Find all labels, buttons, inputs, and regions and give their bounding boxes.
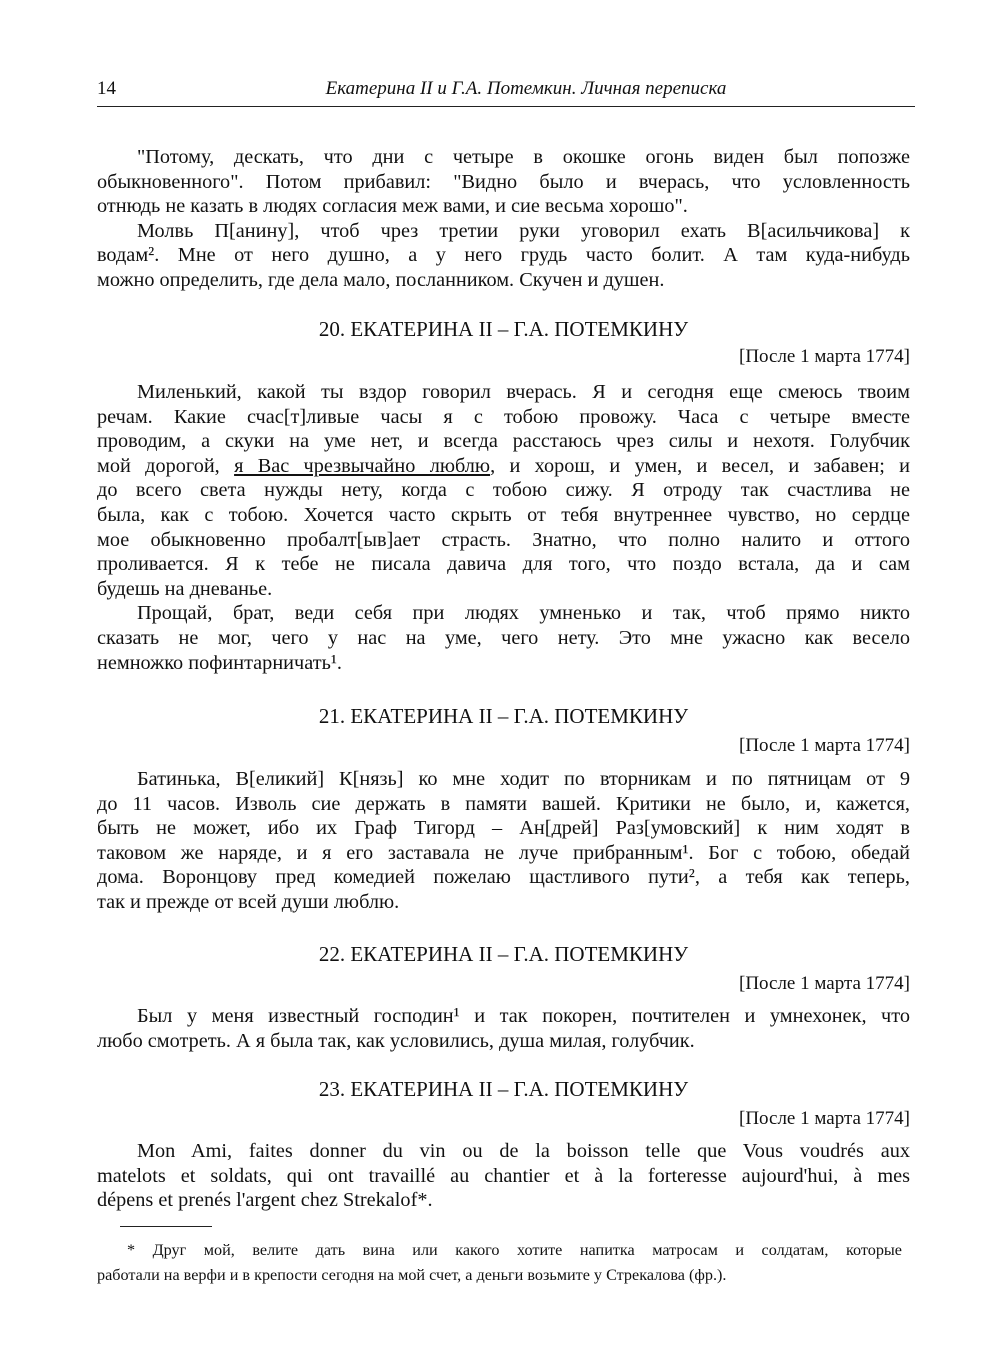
text-line: dépens et prenés l'argent chez Strekalof*. — [97, 1189, 433, 1212]
letter-body — [97, 1004, 910, 1053]
footnote-rule — [120, 1226, 212, 1227]
footnote-line: * Друг мой, велите дать вина или какого хотите напитка матросам и солдатам, которые — [127, 1241, 902, 1259]
letter-body — [97, 1139, 910, 1213]
text-line: "Потому, дескать, что дни с четыре в окошке огонь виден был попозже — [137, 146, 910, 168]
text-segment: , и хорош, и умен, и весел, и забавен; и — [490, 454, 910, 477]
text-line — [97, 454, 910, 479]
text-line: Mon Ami, faites donner du vin ou de la boisson telle que Vous voudrés aux — [137, 1140, 910, 1162]
text-line: мое обыкновенно пробалт[ыв]ает страсть. Знатно, что полно налито и оттого — [97, 528, 910, 551]
text-line: Прощай, брат, веди себя при людях умненько и так, чтоб прямо никто — [137, 602, 910, 625]
letter-date: [После 1 марта 1774] — [739, 1108, 910, 1129]
footnote — [97, 1239, 902, 1288]
text-line: речам. Какие счас[т]ливые часы я с тобою провожу. Часа с четыре вместе — [97, 405, 910, 428]
text-segment: мой дорогой, — [97, 454, 235, 477]
text-line: любо смотреть. А я была так, как условились, душа милая, голубчик. — [97, 1029, 695, 1052]
text-line: будешь на дневанье. — [97, 577, 273, 600]
letter-heading: 21. ЕКАТЕРИНА II – Г.А. ПОТЕМКИНУ — [318, 704, 689, 728]
text-line: таковом же наряде, и я его заставала не луче прибранным¹. Бог с тобою, обедай — [97, 841, 910, 864]
text-line: так и прежде от всей души люблю. — [97, 890, 400, 913]
letter-heading: 23. ЕКАТЕРИНА II – Г.А. ПОТЕМКИНУ — [318, 1077, 689, 1101]
text-line: сказать не мог, чего у нас на уме, чего нету. Это мне ужасно как весело — [97, 626, 910, 649]
header-rule — [97, 106, 915, 107]
letter-body — [97, 767, 910, 915]
text-line: проводим, а скуки на уме нет, и всегда расстаюсь чрез силы и нехотя. Голубчик — [97, 430, 910, 453]
intro-text — [97, 145, 910, 293]
underlined-text: я Вас чрезвычайно люблю — [234, 454, 491, 477]
footnote-line: работали на верфи и в крепости сегодня на мой счет, а деньги возьмите у Стрекалова (фр.). — [97, 1265, 727, 1284]
text-line: Миленький, какой ты вздор говорил вчерась. Я и сегодня еще смеюсь твоим — [137, 381, 910, 403]
letter-date: [После 1 марта 1774] — [739, 735, 910, 756]
text-line: проливается. Я к тебе не писала давича для того, что поздо встала, да и сам — [97, 553, 910, 576]
text-line: до 11 часов. Изволь сие держать в памяти вашей. Критики не было, и, кажется, — [97, 792, 910, 815]
text-line: водам². Мне от него душно, а у него грудь часто болит. А там куда-нибудь — [97, 244, 910, 267]
text-line: дома. Воронцову пред комедией пожелаю щастливого пути², а тебя как теперь, — [97, 866, 910, 889]
running-title: Екатерина II и Г.А. Потемкин. Личная переписка — [325, 78, 727, 99]
page-number: 14 — [97, 78, 116, 99]
text-line: была, как с тобою. Хочется часто скрыть от тебя внутреннее чувство, но сердце — [97, 503, 910, 526]
text-line: отнюдь не казать в людях согласия меж вами, и сие весьма хорошо". — [97, 195, 688, 218]
letter-heading: 22. ЕКАТЕРИНА II – Г.А. ПОТЕМКИНУ — [318, 942, 689, 966]
letter-heading: 20. ЕКАТЕРИНА II – Г.А. ПОТЕМКИНУ — [318, 317, 689, 341]
text-line: обыкновенного". Потом прибавил: "Видно было и вчерась, что условленность — [97, 170, 910, 193]
text-line: быть не может, ибо их Граф Тигорд – Ан[дрей] Раз[умовский] к ним ходят в — [97, 817, 910, 840]
letter-date: [После 1 марта 1774] — [739, 346, 910, 367]
text-line: Был у меня известный господин¹ и так покорен, почтителен и умнехонек, что — [137, 1005, 910, 1027]
letter-date: [После 1 марта 1774] — [739, 973, 910, 994]
text-line: до всего света нужды нету, когда с тобою сижу. Я отроду так счастлива не — [97, 479, 910, 502]
running-header — [97, 78, 915, 104]
text-line: Батинька, В[еликий] К[нязь] ко мне ходит по вторникам и по пятницам от 9 — [137, 768, 910, 790]
text-line: Молвь П[анину], чтоб чрез третии руки уговорил ехать В[асильчикова] к — [137, 219, 910, 242]
text-line: немножко пофинтарничать¹. — [97, 651, 342, 674]
text-line: matelots et soldats, qui ont travaillé au chantier et à la forteresse aujourd'hui, à mes — [97, 1164, 910, 1187]
letter-body — [97, 380, 910, 675]
text-line: можно определить, где дела мало, посланником. Скучен и душен. — [97, 268, 665, 291]
